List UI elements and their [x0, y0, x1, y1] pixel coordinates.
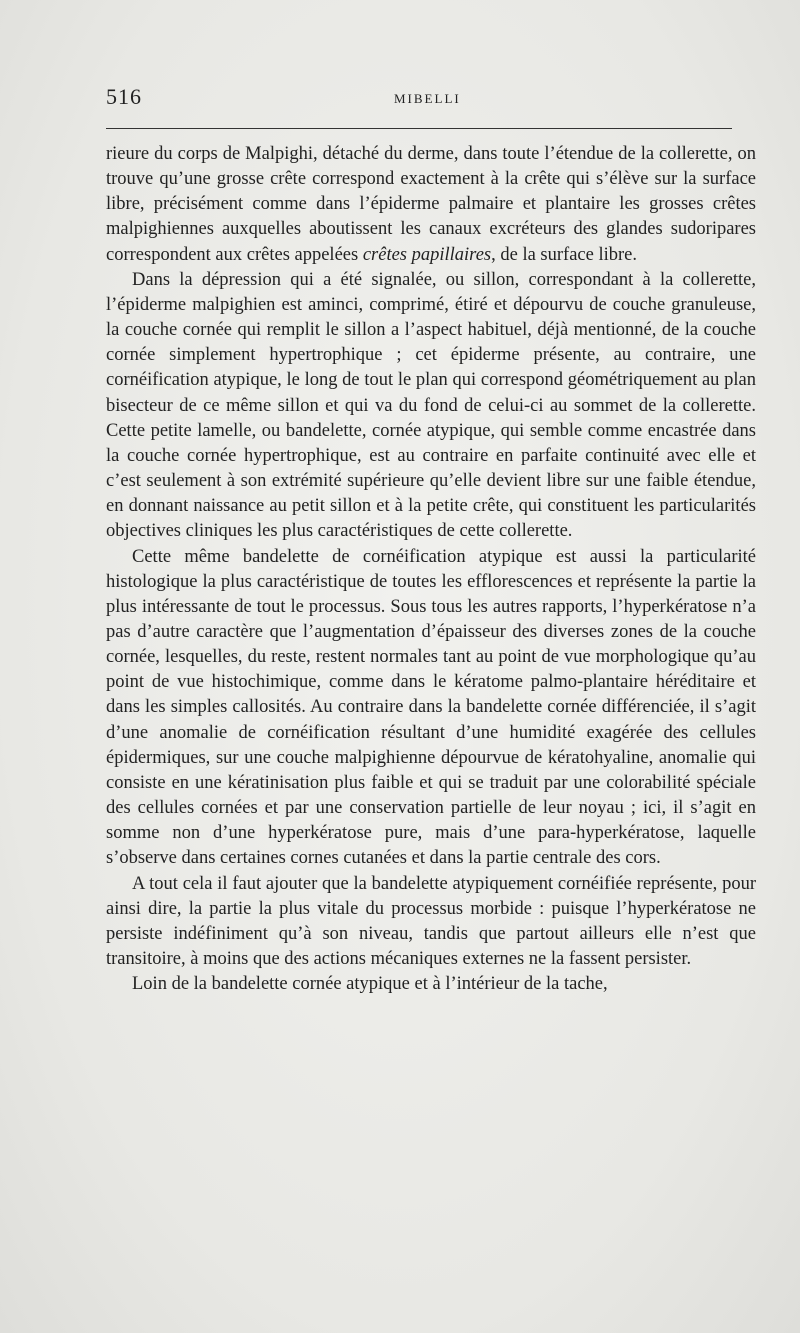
paragraph: A tout cela il faut ajouter que la bandelette atypiquement cornéifiée représente, pour ainsi dire, la partie la plus vitale du processus morbide : puisque l’hyperkératose ne persiste indéfiniment qu’à son niveau, tandis que partout ailleurs elle n’est que transitoire, à moins que des actions mécaniques externes ne la fassent persister. [106, 873, 756, 969]
page-number: 516 [106, 84, 142, 109]
paragraph-text: rieure du corps de Malpighi, détaché du derme, dans toute l’étendue de la collerette, on trouve qu’une grosse crête correspond exactement à la crête qui s’élève sur la surface libre, précisément comme dans l’épiderme palmaire et plantaire les grosses crêtes malpighiennes auxquelles aboutissent les canaux excréteurs des glandes sudoripares correspondent aux crêtes appelées [106, 144, 756, 265]
italic-term: crêtes papillaires [362, 244, 492, 265]
paragraph-continuation [106, 142, 756, 268]
running-title: MIBELLI [394, 91, 461, 106]
paragraph: Dans la dépression qui a été signalée, ou sillon, correspondant à la collerette, l’épiderme malpighien est aminci, comprimé, étiré et dépourvu de couche granuleuse, la couche cornée qui remplit le sillon a l’aspect habituel, déjà mentionné, de la couche cornée simplement hypertrophique ; cet épiderme présente, au contraire, une cornéification atypique, le long de tout le plan qui correspond géométriquement au plan bisecteur de ce même sillon et qui va du fond de celui-ci au sommet de la collerette. Cette petite lamelle, ou bandelette, cornée atypique, qui semble comme encastrée dans la couche cornée hypertrophique, est au contraire en parfaite continuité avec elle et c’est seulement à son extrémité supérieure qu’elle devient libre sur une faible étendue, en donnant naissance au petit sillon et à la petite crête, qui constituent les particularités objectives cliniques les plus caractéristiques de cette collerette. [106, 269, 756, 542]
header-rule [106, 128, 732, 129]
paragraph-text: , de la surface libre. [491, 244, 637, 265]
body-text [106, 142, 756, 997]
paragraph: Cette même bandelette de cornéification atypique est aussi la particularité histologique la plus caractéristique de toutes les efflorescences et représente la partie la plus intéressante de tout le processus. Sous tous les autres rapports, l’hyperkératose n’a pas d’autre caractère que l’augmentation d’épaisseur des diverses zones de la couche cornée, lesquelles, du reste, restent normales tant au point de vue morphologique qu’au point de vue histochimique, comme dans le kératome palmo-plantaire héréditaire et dans les simples callosités. Au contraire dans la bandelette cornée différenciée, il s’agit d’une anomalie de cornéification résultant d’une humidité exagérée des cellules épidermiques, sur une couche malpighienne dépourvue de kératohyaline, anomalie qui consiste en une kératinisation plus faible et qui se traduit par une colorabilité spéciale des cellules cornées et par une conservation partielle de leur noyau ; ici, il s’agit en somme non d’une hyperkératose pure, mais d’une para-hyperkératose, laquelle s’observe dans certaines cornes cutanées et dans la partie centrale des cors. [106, 546, 756, 869]
page-header [106, 84, 756, 114]
paragraph: Loin de la bandelette cornée atypique et à l’intérieur de la tache, [132, 974, 608, 995]
